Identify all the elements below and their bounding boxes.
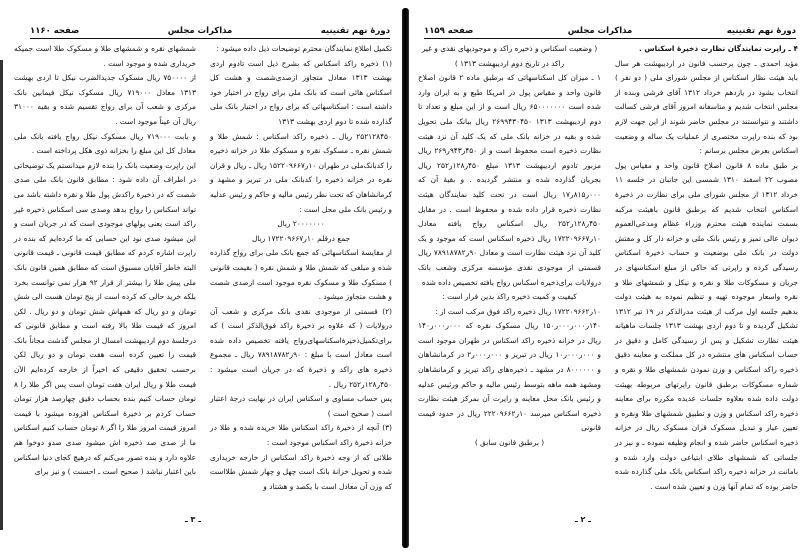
page-folio: ـ ۲ ـ [575,515,591,524]
paragraph: (۳) آنچه از ذخیرهٔ راکد اسکناس طلا خریده شده و طلا در خزانه ذخیرهٔ راکد اسکناس موجود است : [210,423,392,448]
paragraph: از ۷۵۰۰۰۰ ریال مسکوک جدیدالضرب نیکل تا اردی بهشت ۱۳۱۳ معادل ۷۱۹۰۰۰ ریال مسکوک نیکل فیمابین بانک مرکزی و شعب آن برای رواج تقسیم شده و بقیه ۳۱۰۰۰ ریال آن عیناً موجود است . [14,73,196,126]
running-header [30,20,390,36]
journal-title: مذاکرات مجلس [167,26,233,36]
paragraph: شمشهای نقره و شمشهای طلا و مسکوک طلا است جمیکه خریداری شده و موجود است . [14,44,196,68]
paragraph: تکمیل اطلاع نمایندگان محترم توضیحات ذیل داده میشود : [216,44,392,53]
page-number: صفحه ۱۱۶۰ [30,26,80,36]
header-rule [30,38,390,40]
total-line: جمع درقلم ۱۰ر۱۷۲۲۰۹۶۶۷ ریال [251,233,351,243]
paragraph: (۲) قسمتی از موجودی نقدی بانک مرکزی و شعب آن درولایات ( که علاوه بر ذخیرهٔ راکد فوق‌الذکر است ) که برای‌تکمیل‌ذخیرهٔ‌اسکناسهای‌رواج یافته تخصیص داده شده است معادل است با مبلغ : ۹۰ر۷۸۹۱۸۷۸۲ ریال ـ مجموع ذخیره های راکد و ذخیرهٔ که در جریان است میشود : ۴۵۰ر۱۲۸ر۲۵۲ ریال . [210,306,392,389]
text-columns [14,42,392,494]
column-left [418,42,601,494]
paragraph: از مقایسهٔ اسکناسهائی که جمع بانک ملی برای رواج گذارده شده و مبلغی که شمش طلا و شمش نقره ( بقیمت قانونی ) مسکوک طلا و مسکوک نقره موجود است ازصدی شصت و هشت متجاوز میشود . [210,248,392,302]
paragraph: این راپرت وضعیت بانک را بنده لازم میدانستم یک توضیحاتی در اطراف آن داده شود : مطابق قانون بانک ملی صدی شصت که در ذخیرهٔ راکدش پول طلا و نقره داشته باشد می تواند اسکناس را رواج بدهد وصدی سی اسکناس ذخیره غیر راکد است یعنی پولهای موجودی است که در جریان است و این میشود صدی نود این حسابی که ما کرده‌ایم که بنده در راپرت اشاره کردم که مطابق قیمت قانونی ـ قیمت قانونی البته خاطر آقایان مسبوق است که مطابق همین قانون بانک ملی پیش طلا را بیشتر از قرار ۹۲ هزار نمی توانست بخرد بلکه خرید حالی که کرده است از پنج تومان هست الی شش تومان و دو ریال که همهاش شش تومان و دو ریال . لکن امروز که قیمت طلا بالا رفته است و مطابق قانونی که درجلسهٔ دوم اردیبهشت امسال از مجلس گذشت مجاناً بانک قیمت را تعیین کرده است هفت تومان و دو ریال لکن برحسب تحقیق دقیقی که اخیراً از خارجه کرده‌ایم الآن قیمت طلا و ریال ایران هفت تومان است پس اگر طلا را ۸ تومان حساب کنیم بنده بحساب دقیق چهارصد هزار تومان حساب کردم بر ذخیرهٔ اسکناس افزوده میشود با قیمت امروز قیمت امروز طلا را اگر ۸ تومان حساب کنیم اسکناس ما از صدی صد ذخیره اش میشود صدی صدو دوخوا هم علاوه دارد و بنده تصور می‌کنم که درهیچ کجای دنیا اسکناس باین اعتبار نباشد ( صحیح است ـ احسنت ) و نیز برای [14,160,196,477]
paragraph: ۱۴۰ر۰۰۰ر۰۰۰ر۱۵۰ ریال مسکوک نقره که ۰۰۰ر۰۰۰ر۱۴۰ ریال در خزانه ذخیره راکد اسکناس در طهران موجود است و ۰۰۰ر۰۰۰ر۱۰ ریال در تبریز و ۰۰۰ر۰۰۰ر۲ در کرمانشاهان و ۸۰۰۰۰۰۰ در مشهد ـ ذخیره‌های راکد تبریز و کرمانشاهان ومشهد همه ماهه بتوسط رئیس مالیه و حاکم ورئیس عدلیه و رئیس بانک محل معاینه و راپرت آن بمرکز هیئت نظارت ذخیره اسکناس میرسد ۱۰ر۲۲۲۰۹۶۶۲ ریال در حدود قیمت قانونی [418,321,602,433]
paragraph: (۱) ذخیره راکد اسکناس که بشرح ذیل است تادوم اردی بهشت ۱۳۱۳ معادل متجاوز ازصدی‌شصت و هشت کل اسکناس هائی است که بانک ملی برای رواج در اختیار خود داشته است : اسکناسهائی که برای رواج در اختیار بانک ملی گذارده شده تا دوم اردی بهشت ۱۳۱۳ [210,58,392,126]
paragraph: ۲۵۲۱۲۸۴۵۰ ریال ـ ذخیره راکد اسکناس : شمش طلا و شمش نقره ـ مسکوک نقره و مسکوک طلا در خزانه ذخیره را کدبانک‌ملی در طهران ۱۰ر۱۵۲۲۰۹۶۶۷ ریال ـ ریال و قران نقره در خزانه ذخیره را کدبانک ملی در تبریز و مشهد و کرمانشاهان که تحت نظر رئیس مالیه و حاکم و رئیس عدلیه و رئیس بانک ملی محل است : [209,131,392,214]
column-right [615,42,798,494]
paragraph: کیفیت و کمیت ذخیره راکد بدین قرار است : [442,292,577,302]
subheading: ( وضعیت اسکناس و ذخیره راکد و موجودیهای نقدی و غیر راکد در تاریخ دوم اردیبهشت ۱۳۱۳ ) [421,44,598,68]
session-label: دوره‌ٔ نهم تقنینیه [726,26,796,36]
paragraph: بر طبق ماده ۸ قانون اصلاح قانون واحد و مقیاس پول مصوب ۲۲ اسفند ۱۳۱۰ شمسی این جانبان در جلسه ۱۱ خرداد ۱۳۱۲ از مجلس شورای ملی برای نظارت در ذخیرهٔ اسکناس انتخاب شدیم که برطبق قانون باهیئت مرکبه بسمت نماینده هیئت محترم وزراء عظام ومدعی‌العموم دیوان عالی تمیز و رئیس بانک ملی و خزانه دار کل و مفتش دولت در بانک ملی بوضعیت و حساب ذخیرهٔ اسکناس رسیدگی کرده و راپرتی که حاکی از مبلغ اسکناسهای در جریان و مسکوکات طلا و نقره و نیکل و شمشهای طلا و نقره واسعار موجوده تهیه و تنظیم نموده به هیئت دولت بدهیم جلسه اول مرکب از هیئت مدرالذکر در ۱۹ تیر ۱۳۱۲ تشکیل گردیده و تا دوم اردی بهشت ۱۳۱۳ جلسات ماهیانه هیئت نظارت تشکیل و پس از رسیدگی کامل و دقیق در حساب اسکناس های منتشره در کل مملکت و معاینه دقیق ذخیره راکد اسکناس و وزن نمودن شمشهای طلا و نقره و شماره مسکوکات برطبق قانون راپرتهای مربوطه بهیئت دولت داده شده بعلاوه جلسات عدیده مکرره برای معاینه ذخیره راکد اسکناس و وزن و تطبیق شمشهای طلا ونقره و تعیین عیار و تبدیل مسکوک قران مسکوک ریال در خزانه ذخیره اسکناس حاضر شده و انجام وظیفه نموده ـ و نیز در جلساتی که شمشهای طلای ابتیاعی دولت وارد شده و بامانت در خزانه ذخیره راکد اسکناس بانک ملی گذارده شده حاضر بوده که تمام آنها وزن و تعیین شده است . [615,160,798,491]
amount-line: ۲۰۰۰۰۰۰۰ ریال [277,219,325,229]
page-number: صفحه ۱۱۵۹ [424,26,474,36]
binding-gutter [402,8,409,548]
column-left [14,42,196,494]
header-rule [424,38,796,40]
paragraph: مؤید احمدی ـ چون برحسب قانون در اردیبهشت هر سال باید هیئت نظار اسکناس از مجلس شورای ملی ( دو نفر ) انتخاب بشود در یازدهم خرداد ۱۳۱۲ آقای فرشی وبنده از مجلس انتخاب شدیم و متاسفانه امروز آقای فرشی کسالت داشتند و نتوانستند در مجلس حاضر شوند از این جهت لازم بود که بنده راپرت مختصری از عملیات یک ساله و وضعیت اسکناس بعرض مجلس برسانم : [615,58,798,156]
text-columns [418,42,798,494]
paragraph: ۱۰ر۱۷۲۲۰۹۶۶۲ ریال ذخیره راکد فوق مرکب است از : [435,306,601,316]
journal-title: مذاکرات مجلس [567,26,633,36]
paragraph: طلائی که از وجه ذخیرهٔ راکد اسکناس از خارجه خریداری شده و تحویل خزانهٔ بانک است چهل و چهار شمش طلااست که وزن آن معادل است با یکصد و هشتاد و [210,452,392,491]
session-label: دوره‌ٔ نهم تقنینیه [320,26,390,36]
section-heading: ۴ ـ راپرت نمایندگان نظارت ذخیرهٔ اسکناس . [638,44,798,53]
page-folio: ـ ۳ ـ [185,515,201,524]
note-line: ( برطبق قانون سابق ) [474,438,545,448]
page-1159 [410,0,800,555]
paragraph: پس حساب مساوی و اسکناس ایران در نهایت درجهٔ اعتبار است ( صحیح است ) [210,394,392,418]
column-right [210,42,392,494]
running-header [424,20,796,36]
paragraph: ۱ ـ میزان کل اسکناسهائی که برطبق ماده ۲ قانون اصلاح قانون واحد و مقیاس پول در امریکا طبع و به ایران وارد شده است ۶۵۰۰۰۰۰۰۰ ریال است و از این مبلغ و تعداد تا دوم اردیبهشت ۱۳۱۳ ۲۶۹۹۴۳۰۴۵۰ ریال ببانک ملی تحویل شده و بقیه در خزانه بانک ملی که یک کلید آن نزد هیئت نظارت ذخیره است محفوظ است و از ۴۵۰ر۹۴۳ر۲۶۹ ریال مزبور تادوم اردیبهشت ۱۳۱۳ مبلغ ۴۵۰ر۱۲۸ر۲۵۲ ریال بجریان گذارده شده و منتشر گردیده . و بقیهٔ آن که ۰۰۰ر۸۱۵ر۱۷ ریال است در تحت کلید نمایندگان هیئت نظارت ذخیره قرار داده شده و محفوظ است . در مقابل ۴۵۰ر۱۲۸ر۲۵۲ ریال اسکناس رواج یافته معادل ۱۰ر۱۷۲۲۰۹۶۶۷ ریال ذخیره اسکناس است که موجود و یک کلید آن نزد هیئت نظارت است و معادل ۹۰ر۷۸۹۱۸۷۸۲ ریال قسمتی از موجودی نقدی مؤسسه مرکزی وشعب بانک درولایات برای‌ذخیره اسکناس رواج یافته تخصیص داده شده [418,73,601,287]
paragraph: و بابت ۷۱۹۰۰۰ ریال مسکوک نیکل رواج یافته بانک ملی معادل کل این مبلغ را بخزانه ذوی هکل پرداخته است . [14,131,196,156]
